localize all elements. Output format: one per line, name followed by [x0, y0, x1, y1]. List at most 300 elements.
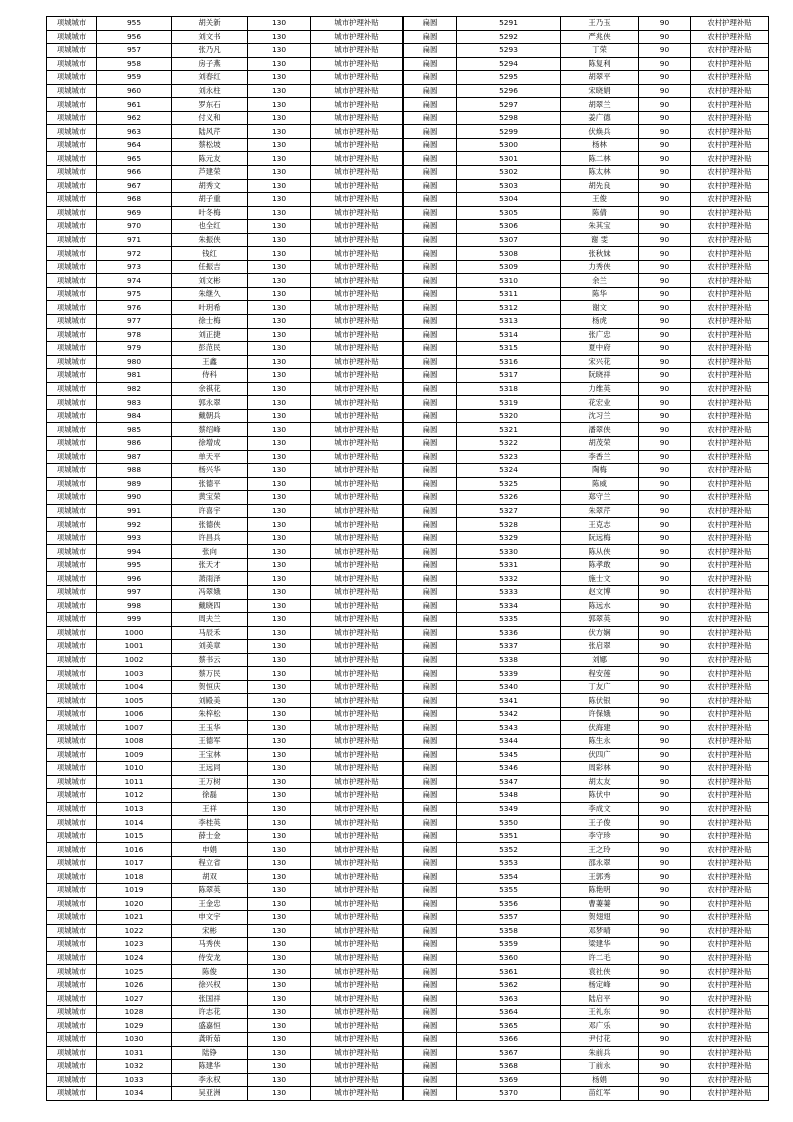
- number-cell: 5320: [457, 409, 561, 423]
- amount-cell: 130: [248, 748, 311, 762]
- table-row: [47, 260, 403, 274]
- type-cell: 城市护理补贴: [311, 409, 403, 423]
- type-cell: 城市护理补贴: [311, 1005, 403, 1019]
- number-cell: 5318: [457, 382, 561, 396]
- amount-cell: 90: [639, 1046, 691, 1060]
- area-cell: 项城城市: [47, 382, 97, 396]
- table-row: [404, 626, 769, 640]
- table-row: [47, 829, 403, 843]
- area-cell: 扁圆: [404, 1005, 457, 1019]
- type-cell: 城市护理补贴: [311, 518, 403, 532]
- number-cell: 1029: [97, 1019, 172, 1033]
- name-cell: 夏中府: [561, 342, 639, 356]
- amount-cell: 90: [639, 911, 691, 925]
- number-cell: 5339: [457, 667, 561, 681]
- amount-cell: 130: [248, 111, 311, 125]
- area-cell: 扁圆: [404, 152, 457, 166]
- number-cell: 5368: [457, 1060, 561, 1074]
- type-cell: 农村护理补贴: [691, 260, 769, 274]
- number-cell: 5329: [457, 531, 561, 545]
- table-row: [47, 653, 403, 667]
- amount-cell: 130: [248, 423, 311, 437]
- area-cell: 项城城市: [47, 870, 97, 884]
- type-cell: 城市护理补贴: [311, 423, 403, 437]
- amount-cell: 130: [248, 125, 311, 139]
- type-cell: 城市护理补贴: [311, 680, 403, 694]
- area-cell: 项城城市: [47, 924, 97, 938]
- type-cell: 城市护理补贴: [311, 707, 403, 721]
- amount-cell: 130: [248, 721, 311, 735]
- area-cell: 项城城市: [47, 193, 97, 207]
- area-cell: 扁圆: [404, 667, 457, 681]
- table-row: [404, 409, 769, 423]
- name-cell: 赵文博: [561, 585, 639, 599]
- area-cell: 扁圆: [404, 694, 457, 708]
- amount-cell: 130: [248, 464, 311, 478]
- type-cell: 城市护理补贴: [311, 965, 403, 979]
- number-cell: 997: [97, 585, 172, 599]
- amount-cell: 130: [248, 734, 311, 748]
- table-row: [404, 734, 769, 748]
- name-cell: 陈二林: [561, 152, 639, 166]
- table-row: [404, 369, 769, 383]
- amount-cell: 130: [248, 585, 311, 599]
- type-cell: 农村护理补贴: [691, 762, 769, 776]
- area-cell: 扁圆: [404, 599, 457, 613]
- table-row: [47, 287, 403, 301]
- number-cell: 5338: [457, 653, 561, 667]
- area-cell: 扁圆: [404, 423, 457, 437]
- area-cell: 扁圆: [404, 247, 457, 261]
- name-cell: 马秀侠: [172, 938, 248, 952]
- name-cell: 陈元友: [172, 152, 248, 166]
- amount-cell: 90: [639, 856, 691, 870]
- type-cell: 农村护理补贴: [691, 626, 769, 640]
- number-cell: 5300: [457, 138, 561, 152]
- table-row: [404, 829, 769, 843]
- number-cell: 5362: [457, 978, 561, 992]
- amount-cell: 90: [639, 477, 691, 491]
- type-cell: 城市护理补贴: [311, 897, 403, 911]
- area-cell: 项城城市: [47, 585, 97, 599]
- area-cell: 扁圆: [404, 775, 457, 789]
- area-cell: 扁圆: [404, 626, 457, 640]
- amount-cell: 130: [248, 369, 311, 383]
- type-cell: 农村护理补贴: [691, 409, 769, 423]
- number-cell: 963: [97, 125, 172, 139]
- area-cell: 扁圆: [404, 409, 457, 423]
- name-cell: 宋彬: [172, 924, 248, 938]
- area-cell: 扁圆: [404, 193, 457, 207]
- area-cell: 扁圆: [404, 829, 457, 843]
- type-cell: 农村护理补贴: [691, 518, 769, 532]
- amount-cell: 130: [248, 802, 311, 816]
- area-cell: 扁圆: [404, 206, 457, 220]
- area-cell: 扁圆: [404, 44, 457, 58]
- table-row: [47, 382, 403, 396]
- type-cell: 城市护理补贴: [311, 396, 403, 410]
- area-cell: 扁圆: [404, 951, 457, 965]
- number-cell: 1028: [97, 1005, 172, 1019]
- type-cell: 城市护理补贴: [311, 951, 403, 965]
- type-cell: 城市护理补贴: [311, 84, 403, 98]
- type-cell: 城市护理补贴: [311, 71, 403, 85]
- area-cell: 项城城市: [47, 707, 97, 721]
- area-cell: 项城城市: [47, 762, 97, 776]
- type-cell: 农村护理补贴: [691, 897, 769, 911]
- amount-cell: 90: [639, 978, 691, 992]
- number-cell: 1020: [97, 897, 172, 911]
- table-row: [404, 179, 769, 193]
- name-cell: 陈建华: [172, 1060, 248, 1074]
- name-cell: 力维英: [561, 382, 639, 396]
- name-cell: 陈伏中: [561, 789, 639, 803]
- number-cell: 5328: [457, 518, 561, 532]
- area-cell: 扁圆: [404, 911, 457, 925]
- table-row: [404, 491, 769, 505]
- type-cell: 农村护理补贴: [691, 884, 769, 898]
- table-row: [47, 911, 403, 925]
- table-row: [404, 450, 769, 464]
- table-row: [404, 328, 769, 342]
- number-cell: 5304: [457, 193, 561, 207]
- area-cell: 项城城市: [47, 626, 97, 640]
- amount-cell: 90: [639, 585, 691, 599]
- area-cell: 项城城市: [47, 640, 97, 654]
- area-cell: 扁圆: [404, 1073, 457, 1087]
- number-cell: 5319: [457, 396, 561, 410]
- number-cell: 5316: [457, 355, 561, 369]
- name-cell: 伏海建: [561, 721, 639, 735]
- type-cell: 城市护理补贴: [311, 531, 403, 545]
- table-row: [47, 355, 403, 369]
- area-cell: 项城城市: [47, 951, 97, 965]
- name-cell: 胡秀文: [172, 179, 248, 193]
- table-row: [404, 721, 769, 735]
- amount-cell: 90: [639, 1019, 691, 1033]
- amount-cell: 130: [248, 193, 311, 207]
- area-cell: 项城城市: [47, 653, 97, 667]
- number-cell: 5357: [457, 911, 561, 925]
- type-cell: 农村护理补贴: [691, 152, 769, 166]
- number-cell: 1004: [97, 680, 172, 694]
- type-cell: 农村护理补贴: [691, 138, 769, 152]
- type-cell: 农村护理补贴: [691, 315, 769, 329]
- amount-cell: 130: [248, 179, 311, 193]
- table-row: [47, 423, 403, 437]
- number-cell: 989: [97, 477, 172, 491]
- amount-cell: 130: [248, 775, 311, 789]
- number-cell: 961: [97, 98, 172, 112]
- amount-cell: 90: [639, 870, 691, 884]
- amount-cell: 130: [248, 138, 311, 152]
- name-cell: 许喜宇: [172, 504, 248, 518]
- name-cell: 周彩林: [561, 762, 639, 776]
- number-cell: 1021: [97, 911, 172, 925]
- name-cell: 戴朝兵: [172, 409, 248, 423]
- number-cell: 1003: [97, 667, 172, 681]
- name-cell: 丁前永: [561, 1060, 639, 1074]
- amount-cell: 130: [248, 613, 311, 627]
- table-row: [404, 1046, 769, 1060]
- number-cell: 1030: [97, 1033, 172, 1047]
- area-cell: 项城城市: [47, 545, 97, 559]
- amount-cell: 90: [639, 206, 691, 220]
- type-cell: 城市护理补贴: [311, 694, 403, 708]
- table-row: [404, 504, 769, 518]
- table-row: [404, 707, 769, 721]
- table-row: [47, 328, 403, 342]
- type-cell: 城市护理补贴: [311, 748, 403, 762]
- type-cell: 城市护理补贴: [311, 585, 403, 599]
- area-cell: 扁圆: [404, 436, 457, 450]
- number-cell: 981: [97, 369, 172, 383]
- amount-cell: 130: [248, 57, 311, 71]
- name-cell: 张德平: [172, 477, 248, 491]
- name-cell: 胡茂荣: [561, 436, 639, 450]
- table-row: [404, 816, 769, 830]
- area-cell: 项城城市: [47, 843, 97, 857]
- table-row: [404, 870, 769, 884]
- type-cell: 农村护理补贴: [691, 789, 769, 803]
- table-row: [404, 287, 769, 301]
- table-row: [404, 965, 769, 979]
- type-cell: 农村护理补贴: [691, 44, 769, 58]
- table-row: [47, 545, 403, 559]
- amount-cell: 90: [639, 179, 691, 193]
- table-row: [47, 193, 403, 207]
- amount-cell: 130: [248, 355, 311, 369]
- amount-cell: 130: [248, 233, 311, 247]
- table-row: [404, 44, 769, 58]
- area-cell: 扁圆: [404, 450, 457, 464]
- area-cell: 扁圆: [404, 17, 457, 31]
- area-cell: 项城城市: [47, 775, 97, 789]
- table-row: [47, 951, 403, 965]
- type-cell: 城市护理补贴: [311, 870, 403, 884]
- name-cell: 申娟: [172, 843, 248, 857]
- type-cell: 城市护理补贴: [311, 477, 403, 491]
- amount-cell: 90: [639, 938, 691, 952]
- amount-cell: 130: [248, 667, 311, 681]
- type-cell: 农村护理补贴: [691, 938, 769, 952]
- table-row: [404, 1087, 769, 1101]
- name-cell: 徐增成: [172, 436, 248, 450]
- number-cell: 992: [97, 518, 172, 532]
- right-table-body: [404, 17, 769, 1101]
- type-cell: 城市护理补贴: [311, 978, 403, 992]
- type-cell: 农村护理补贴: [691, 98, 769, 112]
- number-cell: 5337: [457, 640, 561, 654]
- type-cell: 农村护理补贴: [691, 924, 769, 938]
- number-cell: 999: [97, 613, 172, 627]
- name-cell: 杨定峰: [561, 978, 639, 992]
- name-cell: 张广忠: [561, 328, 639, 342]
- amount-cell: 90: [639, 287, 691, 301]
- area-cell: 扁圆: [404, 166, 457, 180]
- table-row: [47, 1073, 403, 1087]
- table-row: [47, 694, 403, 708]
- number-cell: 5293: [457, 44, 561, 58]
- area-cell: 项城城市: [47, 125, 97, 139]
- amount-cell: 130: [248, 206, 311, 220]
- area-cell: 项城城市: [47, 206, 97, 220]
- area-cell: 项城城市: [47, 301, 97, 315]
- amount-cell: 130: [248, 884, 311, 898]
- type-cell: 城市护理补贴: [311, 667, 403, 681]
- name-cell: 陈翠英: [172, 884, 248, 898]
- table-row: [47, 477, 403, 491]
- type-cell: 农村护理补贴: [691, 599, 769, 613]
- table-row: [47, 599, 403, 613]
- type-cell: 城市护理补贴: [311, 816, 403, 830]
- amount-cell: 90: [639, 599, 691, 613]
- number-cell: 966: [97, 166, 172, 180]
- amount-cell: 90: [639, 748, 691, 762]
- table-row: [47, 166, 403, 180]
- type-cell: 农村护理补贴: [691, 274, 769, 288]
- table-row: [47, 1087, 403, 1101]
- table-row: [47, 856, 403, 870]
- type-cell: 农村护理补贴: [691, 1033, 769, 1047]
- type-cell: 农村护理补贴: [691, 734, 769, 748]
- number-cell: 987: [97, 450, 172, 464]
- type-cell: 城市护理补贴: [311, 613, 403, 627]
- area-cell: 项城城市: [47, 369, 97, 383]
- number-cell: 5360: [457, 951, 561, 965]
- amount-cell: 90: [639, 640, 691, 654]
- type-cell: 城市护理补贴: [311, 274, 403, 288]
- name-cell: 王德军: [172, 734, 248, 748]
- number-cell: 5359: [457, 938, 561, 952]
- type-cell: 城市护理补贴: [311, 829, 403, 843]
- table-row: [47, 17, 403, 31]
- number-cell: 958: [97, 57, 172, 71]
- name-cell: 宋晓娟: [561, 84, 639, 98]
- name-cell: 张天才: [172, 558, 248, 572]
- area-cell: 扁圆: [404, 301, 457, 315]
- area-cell: 扁圆: [404, 491, 457, 505]
- name-cell: 陈从侠: [561, 545, 639, 559]
- amount-cell: 130: [248, 260, 311, 274]
- number-cell: 1033: [97, 1073, 172, 1087]
- type-cell: 农村护理补贴: [691, 396, 769, 410]
- amount-cell: 130: [248, 17, 311, 31]
- number-cell: 5313: [457, 315, 561, 329]
- area-cell: 扁圆: [404, 992, 457, 1006]
- table-row: [404, 247, 769, 261]
- area-cell: 项城城市: [47, 965, 97, 979]
- type-cell: 城市护理补贴: [311, 572, 403, 586]
- area-cell: 项城城市: [47, 789, 97, 803]
- area-cell: 项城城市: [47, 44, 97, 58]
- number-cell: 5361: [457, 965, 561, 979]
- name-cell: 苗红军: [561, 1087, 639, 1101]
- amount-cell: 90: [639, 1060, 691, 1074]
- type-cell: 城市护理补贴: [311, 924, 403, 938]
- amount-cell: 90: [639, 111, 691, 125]
- number-cell: 996: [97, 572, 172, 586]
- table-row: [404, 342, 769, 356]
- table-row: [47, 572, 403, 586]
- amount-cell: 130: [248, 762, 311, 776]
- type-cell: 农村护理补贴: [691, 653, 769, 667]
- number-cell: 5366: [457, 1033, 561, 1047]
- table-row: [47, 491, 403, 505]
- area-cell: 扁圆: [404, 1033, 457, 1047]
- number-cell: 5352: [457, 843, 561, 857]
- name-cell: 陆风芹: [172, 125, 248, 139]
- area-cell: 项城城市: [47, 30, 97, 44]
- type-cell: 城市护理补贴: [311, 938, 403, 952]
- type-cell: 城市护理补贴: [311, 220, 403, 234]
- type-cell: 城市护理补贴: [311, 491, 403, 505]
- number-cell: 5358: [457, 924, 561, 938]
- name-cell: 也全红: [172, 220, 248, 234]
- number-cell: 973: [97, 260, 172, 274]
- number-cell: 5297: [457, 98, 561, 112]
- area-cell: 扁圆: [404, 179, 457, 193]
- area-cell: 扁圆: [404, 653, 457, 667]
- table-row: [47, 125, 403, 139]
- number-cell: 982: [97, 382, 172, 396]
- table-row: [404, 111, 769, 125]
- type-cell: 城市护理补贴: [311, 504, 403, 518]
- table-row: [404, 572, 769, 586]
- number-cell: 5309: [457, 260, 561, 274]
- amount-cell: 130: [248, 166, 311, 180]
- type-cell: 农村护理补贴: [691, 342, 769, 356]
- amount-cell: 130: [248, 71, 311, 85]
- table-row: [404, 1060, 769, 1074]
- type-cell: 农村护理补贴: [691, 721, 769, 735]
- amount-cell: 90: [639, 71, 691, 85]
- type-cell: 城市护理补贴: [311, 558, 403, 572]
- type-cell: 城市护理补贴: [311, 152, 403, 166]
- number-cell: 5369: [457, 1073, 561, 1087]
- amount-cell: 130: [248, 829, 311, 843]
- name-cell: 陈孝敢: [561, 558, 639, 572]
- name-cell: 陈倩: [561, 206, 639, 220]
- number-cell: 5353: [457, 856, 561, 870]
- name-cell: 刘文书: [172, 30, 248, 44]
- type-cell: 农村护理补贴: [691, 1087, 769, 1101]
- table-row: [404, 382, 769, 396]
- amount-cell: 90: [639, 44, 691, 58]
- table-row: [47, 843, 403, 857]
- number-cell: 5299: [457, 125, 561, 139]
- area-cell: 项城城市: [47, 599, 97, 613]
- type-cell: 城市护理补贴: [311, 247, 403, 261]
- amount-cell: 130: [248, 315, 311, 329]
- area-cell: 扁圆: [404, 71, 457, 85]
- name-cell: 陈太林: [561, 166, 639, 180]
- name-cell: 程安莲: [561, 667, 639, 681]
- type-cell: 农村护理补贴: [691, 707, 769, 721]
- table-row: [404, 355, 769, 369]
- table-row: [404, 992, 769, 1006]
- name-cell: 贺翅翅: [561, 911, 639, 925]
- amount-cell: 90: [639, 450, 691, 464]
- right-subsidy-table: [403, 16, 769, 1101]
- number-cell: 5354: [457, 870, 561, 884]
- number-cell: 5305: [457, 206, 561, 220]
- type-cell: 城市护理补贴: [311, 911, 403, 925]
- name-cell: 刘娜: [561, 653, 639, 667]
- number-cell: 5324: [457, 464, 561, 478]
- number-cell: 1014: [97, 816, 172, 830]
- type-cell: 农村护理补贴: [691, 585, 769, 599]
